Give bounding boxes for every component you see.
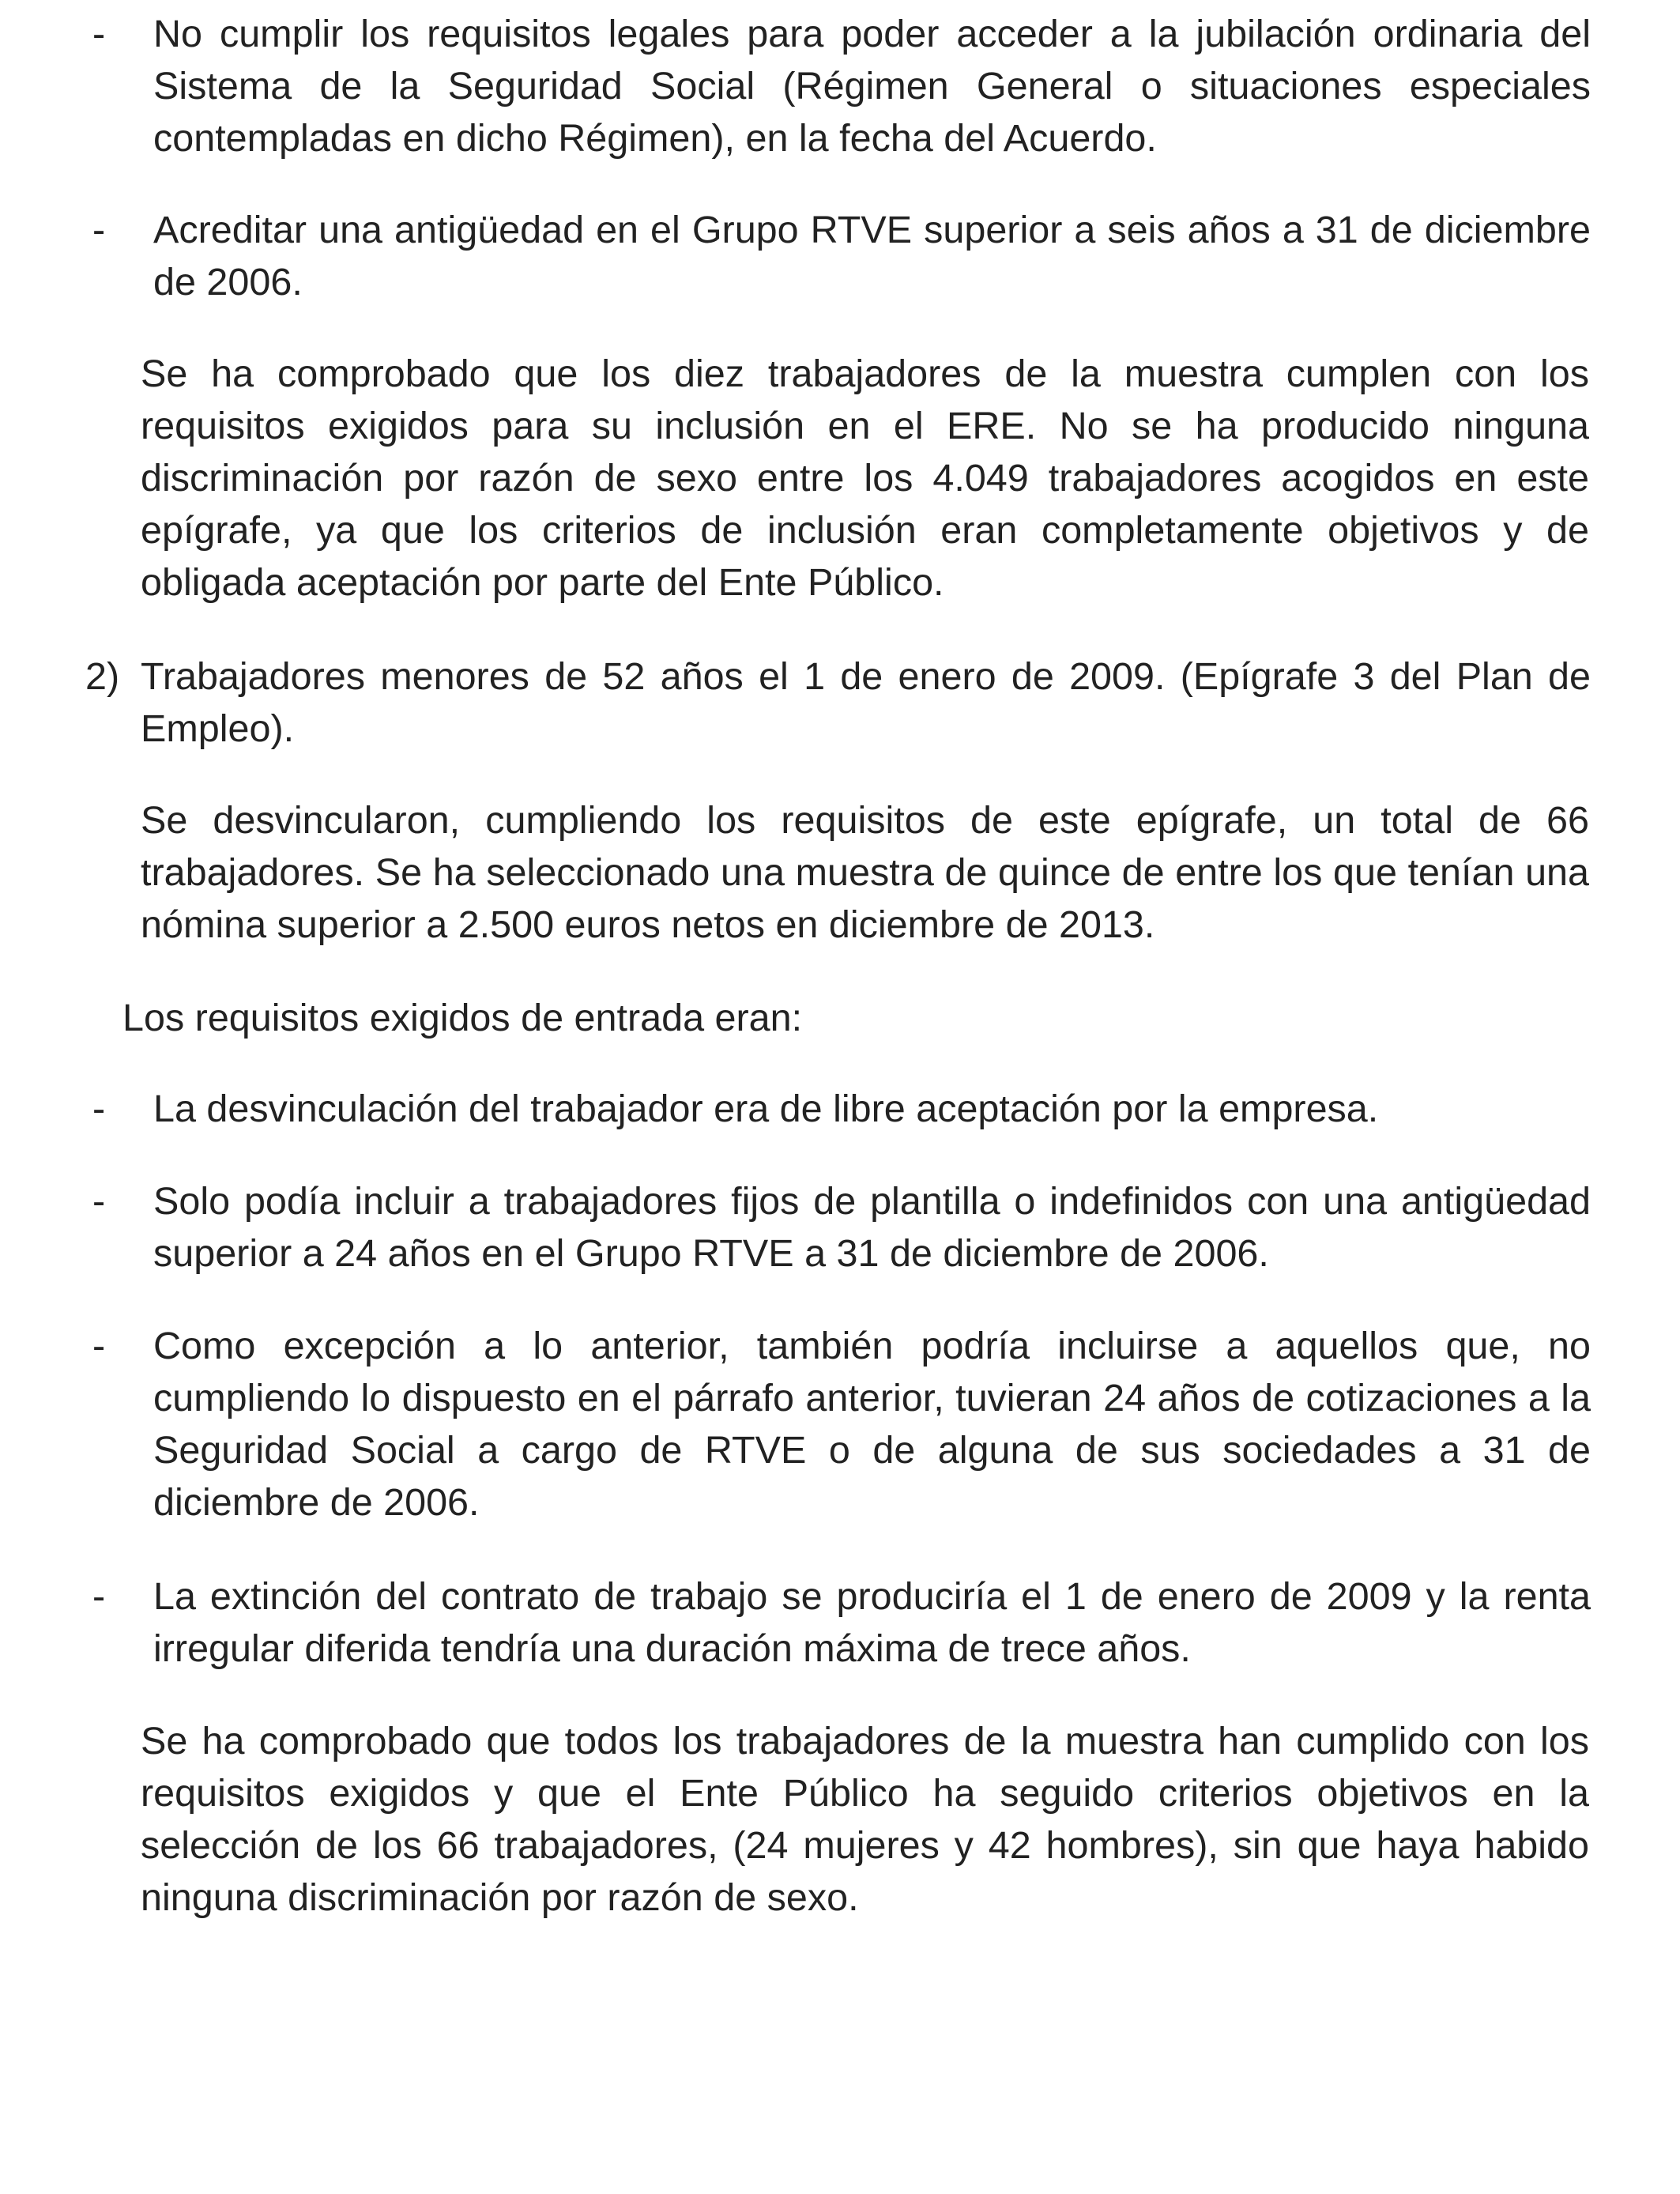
paragraph-desvinculacion: Se desvincularon, cumpliendo los requisitos de este epígrafe, un total de 66 trabajadores. Se ha seleccionado una muestra de quince de entre los que tenían una nómina superior a 2.500 euros netos en diciembre de 2013. xyxy=(141,799,1589,946)
paragraph-requisitos-intro: Los requisitos exigidos de entrada eran: xyxy=(122,997,803,1039)
bullet-text: La desvinculación del trabajador era de libre aceptación por la empresa. xyxy=(153,1088,1379,1130)
bullet-marker: - xyxy=(92,209,106,251)
numbered-item-text: Trabajadores menores de 52 años el 1 de enero de 2009. (Epígrafe 3 del Plan de Empleo). xyxy=(141,655,1591,750)
bullet-marker: - xyxy=(92,1575,106,1618)
bullet-marker: - xyxy=(92,1180,106,1223)
bullet-text: Solo podía incluir a trabajadores fijos de plantilla o indefinidos con una antigüedad superior a 24 años en el Grupo RTVE a 31 de diciembre de 2006. xyxy=(153,1180,1591,1275)
bullet-marker: - xyxy=(92,13,106,55)
bullet-marker: - xyxy=(92,1325,106,1367)
bullet-text: Como excepción a lo anterior, también podría incluirse a aquellos que, no cumpliendo lo dispuesto en el párrafo anterior, tuvieran 24 años de cotizaciones a la Seguridad Social a cargo de RTVE o de alguna de sus sociedades a 31 de diciembre de 2006. xyxy=(153,1325,1591,1524)
item-number: 2) xyxy=(85,655,120,698)
paragraph-conclusion: Se ha comprobado que todos los trabajadores de la muestra han cumplido con los requisitos exigidos y que el Ente Público ha seguido criterios objetivos en la selección de los 66 trabajadores, (24 mujeres y 42 hombres), sin que haya habido ninguna discriminación por razón de sexo. xyxy=(141,1720,1589,1919)
bullet-text: La extinción del contrato de trabajo se produciría el 1 de enero de 2009 y la renta irregular diferida tendría una duración máxima de trece años. xyxy=(153,1575,1591,1670)
bullet-text: Acreditar una antigüedad en el Grupo RTVE superior a seis años a 31 de diciembre de 2006. xyxy=(153,209,1591,303)
bullet-marker: - xyxy=(92,1088,106,1130)
paragraph-comprobacion-muestra: Se ha comprobado que los diez trabajadores de la muestra cumplen con los requisitos exigidos para su inclusión en el ERE. No se ha producido ninguna discriminación por razón de sexo entre los 4.049 trabajadores acogidos en este epígrafe, ya que los criterios de inclusión eran completamente objetivos y de obligada aceptación por parte del Ente Público. xyxy=(141,352,1589,604)
bullet-text: No cumplir los requisitos legales para poder acceder a la jubilación ordinaria del Sistema de la Seguridad Social (Régimen General o situaciones especiales contempladas en dicho Régimen), en la fecha del Acuerdo. xyxy=(153,13,1591,160)
